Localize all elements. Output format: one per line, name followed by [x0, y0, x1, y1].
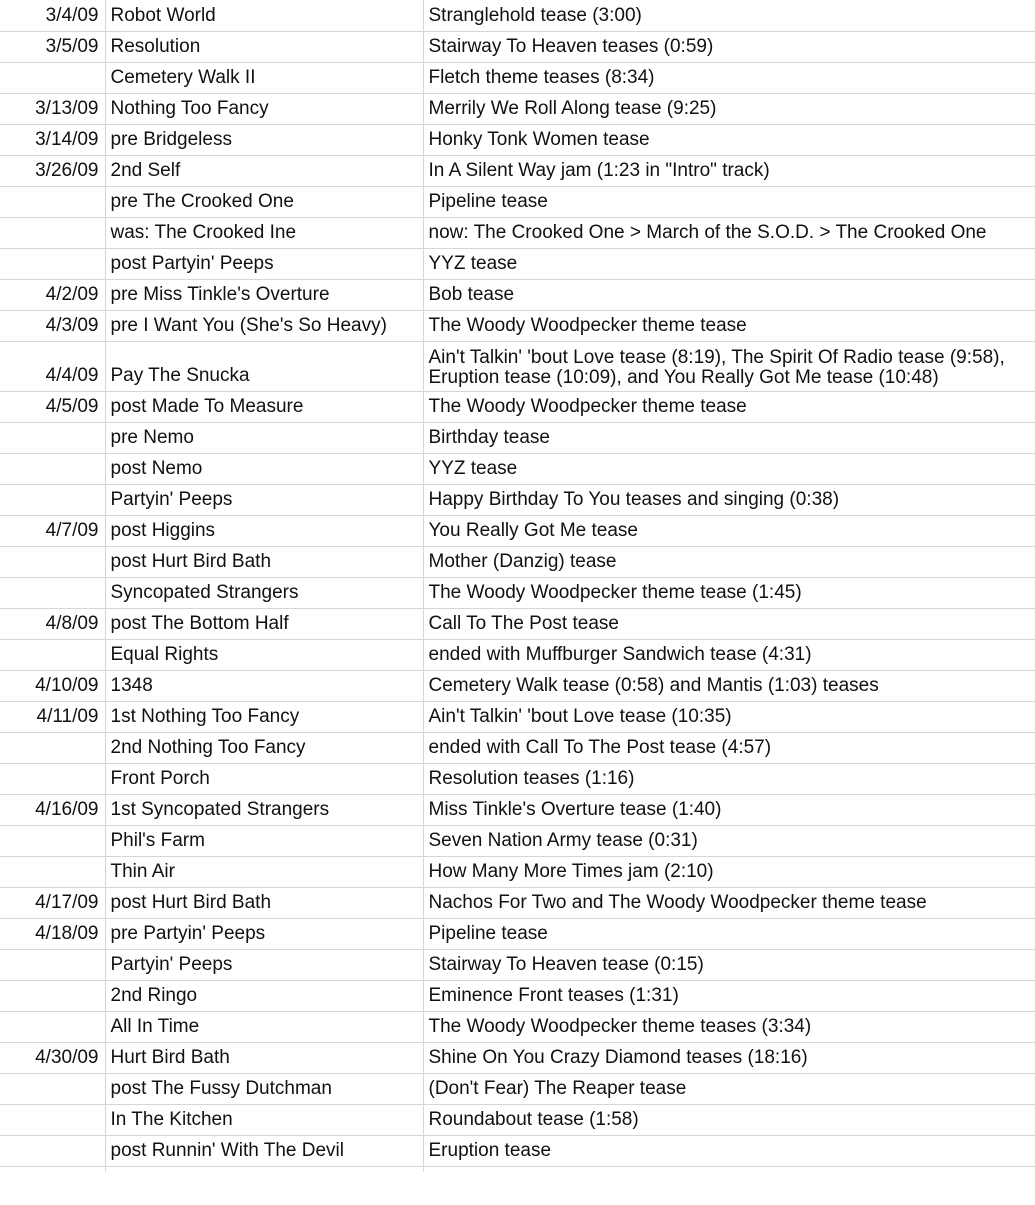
table-row [0, 577, 1035, 608]
note-cell[interactable]: Cemetery Walk tease (0:58) and Mantis (1:03) teases [423, 670, 1035, 701]
date-cell[interactable]: 4/3/09 [0, 310, 105, 341]
note-cell[interactable]: Pipeline tease [423, 186, 1035, 217]
note-cell[interactable]: ended with Muffburger Sandwich tease (4:31) [423, 639, 1035, 670]
note-cell[interactable]: Honky Tonk Women tease [423, 124, 1035, 155]
table-row [0, 701, 1035, 732]
song-cell[interactable]: 2nd Self [105, 155, 423, 186]
table-row [0, 341, 1035, 391]
song-cell[interactable]: 2nd Ringo [105, 980, 423, 1011]
note-cell[interactable]: Ain't Talkin' 'bout Love tease (10:35) [423, 701, 1035, 732]
note-cell[interactable]: Birthday tease [423, 422, 1035, 453]
table-row [0, 639, 1035, 670]
song-cell[interactable]: post The Bottom Half [105, 608, 423, 639]
note-cell[interactable]: Eruption tease [423, 1135, 1035, 1166]
table-row [0, 484, 1035, 515]
song-cell[interactable]: Cemetery Walk II [105, 62, 423, 93]
song-cell[interactable]: post Hurt Bird Bath [105, 546, 423, 577]
song-cell[interactable]: 1st Nothing Too Fancy [105, 701, 423, 732]
date-cell[interactable]: 4/2/09 [0, 279, 105, 310]
empty-cell [105, 1166, 423, 1172]
song-cell[interactable]: 2nd Nothing Too Fancy [105, 732, 423, 763]
table-row [0, 670, 1035, 701]
date-cell[interactable]: 4/16/09 [0, 794, 105, 825]
table-row [0, 732, 1035, 763]
note-cell[interactable]: Shine On You Crazy Diamond teases (18:16) [423, 1042, 1035, 1073]
note-cell[interactable]: Seven Nation Army tease (0:31) [423, 825, 1035, 856]
table-row [0, 453, 1035, 484]
note-cell[interactable]: Roundabout tease (1:58) [423, 1104, 1035, 1135]
table-row [0, 1011, 1035, 1042]
note-cell[interactable]: The Woody Woodpecker theme tease [423, 391, 1035, 422]
date-cell[interactable] [0, 732, 105, 763]
empty-cell [0, 1166, 105, 1172]
song-cell[interactable]: 1st Syncopated Strangers [105, 794, 423, 825]
date-cell[interactable] [0, 484, 105, 515]
date-cell[interactable]: 4/30/09 [0, 1042, 105, 1073]
date-cell[interactable] [0, 1104, 105, 1135]
date-cell[interactable] [0, 577, 105, 608]
date-cell[interactable]: 3/4/09 [0, 0, 105, 31]
date-cell[interactable] [0, 980, 105, 1011]
date-cell[interactable] [0, 453, 105, 484]
date-cell[interactable]: 3/26/09 [0, 155, 105, 186]
song-cell[interactable]: pre The Crooked One [105, 186, 423, 217]
table-row [0, 980, 1035, 1011]
song-cell[interactable]: In The Kitchen [105, 1104, 423, 1135]
song-cell[interactable]: post Nemo [105, 453, 423, 484]
song-cell[interactable]: post Runnin' With The Devil [105, 1135, 423, 1166]
date-cell[interactable] [0, 217, 105, 248]
table-row [0, 93, 1035, 124]
table-row [0, 515, 1035, 546]
date-cell[interactable] [0, 248, 105, 279]
note-cell[interactable]: Fletch theme teases (8:34) [423, 62, 1035, 93]
date-cell[interactable] [0, 1011, 105, 1042]
date-cell[interactable]: 4/7/09 [0, 515, 105, 546]
table-row [0, 949, 1035, 980]
note-cell[interactable]: Stairway To Heaven teases (0:59) [423, 31, 1035, 62]
table-row [0, 1042, 1035, 1073]
empty-cell [423, 1166, 1035, 1172]
table-row [0, 31, 1035, 62]
note-cell[interactable]: Ain't Talkin' 'bout Love tease (8:19), The Spirit Of Radio tease (9:58), Eruption tease (10:09), and You Really Got Me tease (10:48) [423, 341, 1035, 391]
song-cell[interactable]: Hurt Bird Bath [105, 1042, 423, 1073]
song-cell[interactable]: Equal Rights [105, 639, 423, 670]
song-cell[interactable]: Resolution [105, 31, 423, 62]
song-cell[interactable]: post The Fussy Dutchman [105, 1073, 423, 1104]
song-cell[interactable]: Partyin' Peeps [105, 949, 423, 980]
table-row [0, 856, 1035, 887]
date-cell[interactable] [0, 186, 105, 217]
table-row [0, 62, 1035, 93]
table-row [0, 1135, 1035, 1166]
table-row [0, 1104, 1035, 1135]
song-cell[interactable]: Nothing Too Fancy [105, 93, 423, 124]
date-cell[interactable]: 3/13/09 [0, 93, 105, 124]
date-cell[interactable] [0, 1135, 105, 1166]
date-cell[interactable]: 4/8/09 [0, 608, 105, 639]
table-row [0, 794, 1035, 825]
date-cell[interactable] [0, 62, 105, 93]
song-cell[interactable]: Partyin' Peeps [105, 484, 423, 515]
table-row [0, 310, 1035, 341]
table-row [0, 124, 1035, 155]
song-cell[interactable]: post Higgins [105, 515, 423, 546]
note-cell[interactable]: Resolution teases (1:16) [423, 763, 1035, 794]
note-cell[interactable]: You Really Got Me tease [423, 515, 1035, 546]
date-cell[interactable] [0, 763, 105, 794]
table-row [0, 608, 1035, 639]
table-row [0, 155, 1035, 186]
table-row [0, 546, 1035, 577]
note-cell[interactable]: Bob tease [423, 279, 1035, 310]
note-cell[interactable]: Mother (Danzig) tease [423, 546, 1035, 577]
date-cell[interactable] [0, 546, 105, 577]
note-cell[interactable]: In A Silent Way jam (1:23 in "Intro" track) [423, 155, 1035, 186]
note-cell[interactable]: Stairway To Heaven tease (0:15) [423, 949, 1035, 980]
note-cell[interactable]: Merrily We Roll Along tease (9:25) [423, 93, 1035, 124]
song-cell[interactable]: pre Miss Tinkle's Overture [105, 279, 423, 310]
note-cell[interactable]: Happy Birthday To You teases and singing (0:38) [423, 484, 1035, 515]
date-cell[interactable] [0, 639, 105, 670]
song-cell[interactable]: Front Porch [105, 763, 423, 794]
date-cell[interactable]: 4/11/09 [0, 701, 105, 732]
partial-row [0, 1166, 1035, 1172]
date-cell[interactable]: 4/4/09 [0, 341, 105, 391]
song-cell[interactable]: pre Nemo [105, 422, 423, 453]
song-cell[interactable]: Syncopated Strangers [105, 577, 423, 608]
date-cell[interactable]: 3/14/09 [0, 124, 105, 155]
note-cell[interactable]: Pipeline tease [423, 918, 1035, 949]
table-row [0, 422, 1035, 453]
date-cell[interactable]: 4/10/09 [0, 670, 105, 701]
date-cell[interactable]: 4/17/09 [0, 887, 105, 918]
song-cell[interactable]: pre Partyin' Peeps [105, 918, 423, 949]
song-cell[interactable]: Phil's Farm [105, 825, 423, 856]
table-row [0, 887, 1035, 918]
note-cell[interactable]: Eminence Front teases (1:31) [423, 980, 1035, 1011]
date-cell[interactable] [0, 949, 105, 980]
table-row [0, 279, 1035, 310]
note-cell[interactable]: (Don't Fear) The Reaper tease [423, 1073, 1035, 1104]
song-cell[interactable]: Pay The Snucka [105, 341, 423, 391]
table-row [0, 918, 1035, 949]
table-row [0, 391, 1035, 422]
table-row [0, 1073, 1035, 1104]
date-cell[interactable]: 4/5/09 [0, 391, 105, 422]
song-cell[interactable]: pre I Want You (She's So Heavy) [105, 310, 423, 341]
table-row [0, 825, 1035, 856]
song-cell[interactable]: was: The Crooked Ine [105, 217, 423, 248]
note-cell[interactable]: The Woody Woodpecker theme teases (3:34) [423, 1011, 1035, 1042]
song-cell[interactable]: post Made To Measure [105, 391, 423, 422]
date-cell[interactable] [0, 1073, 105, 1104]
note-cell[interactable]: Miss Tinkle's Overture tease (1:40) [423, 794, 1035, 825]
song-cell[interactable]: pre Bridgeless [105, 124, 423, 155]
date-cell[interactable] [0, 856, 105, 887]
song-cell[interactable]: post Partyin' Peeps [105, 248, 423, 279]
song-cell[interactable]: All In Time [105, 1011, 423, 1042]
note-cell[interactable]: How Many More Times jam (2:10) [423, 856, 1035, 887]
date-cell[interactable] [0, 422, 105, 453]
note-cell[interactable]: YYZ tease [423, 453, 1035, 484]
song-cell[interactable]: post Hurt Bird Bath [105, 887, 423, 918]
note-cell[interactable]: The Woody Woodpecker theme tease (1:45) [423, 577, 1035, 608]
note-cell[interactable]: YYZ tease [423, 248, 1035, 279]
song-cell[interactable]: Thin Air [105, 856, 423, 887]
table-row [0, 248, 1035, 279]
note-cell[interactable]: Nachos For Two and The Woody Woodpecker theme tease [423, 887, 1035, 918]
table-row [0, 186, 1035, 217]
table-row [0, 217, 1035, 248]
note-cell[interactable]: ended with Call To The Post tease (4:57) [423, 732, 1035, 763]
song-cell[interactable]: 1348 [105, 670, 423, 701]
note-cell[interactable]: The Woody Woodpecker theme tease [423, 310, 1035, 341]
date-cell[interactable]: 3/5/09 [0, 31, 105, 62]
date-cell[interactable] [0, 825, 105, 856]
date-cell[interactable]: 4/18/09 [0, 918, 105, 949]
table-row [0, 763, 1035, 794]
table-row [0, 0, 1035, 31]
song-cell[interactable]: Robot World [105, 0, 423, 31]
note-cell[interactable]: Call To The Post tease [423, 608, 1035, 639]
note-cell[interactable]: now: The Crooked One > March of the S.O.D. > The Crooked One [423, 217, 1035, 248]
note-cell[interactable]: Stranglehold tease (3:00) [423, 0, 1035, 31]
